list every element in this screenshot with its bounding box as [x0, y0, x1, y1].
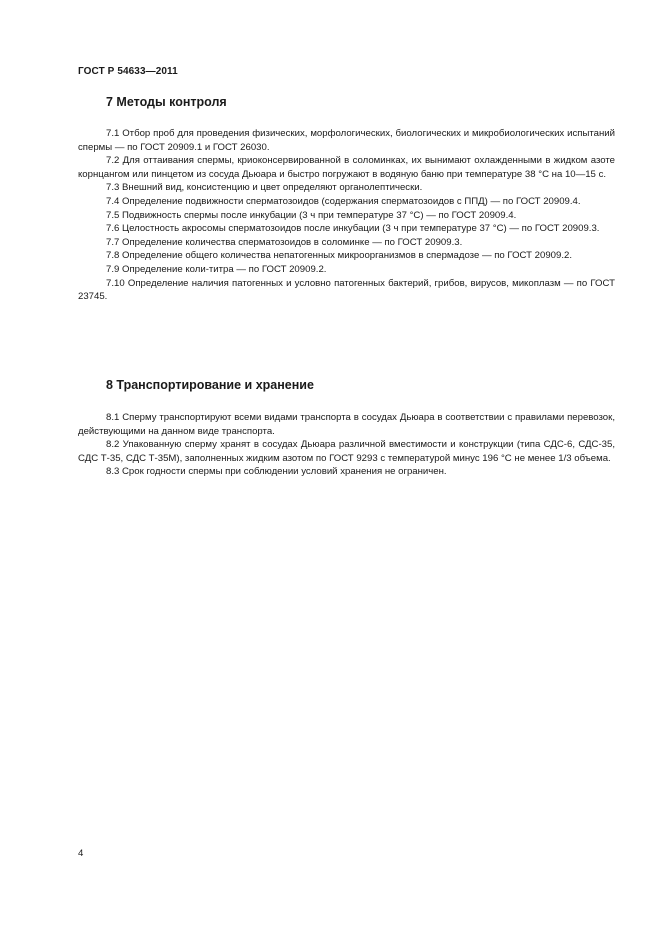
clause-7-3: 7.3 Внешний вид, консистенцию и цвет определяют органолептически. — [106, 182, 423, 194]
document-code-header: ГОСТ Р 54633—2011 — [78, 66, 178, 77]
section-transport-storage — [78, 375, 615, 479]
clause-7-2: 7.2 Для оттаивания спермы, криоконсервированной в соломинках, их вынимают охлажденными в жидком азоте корнцангом или пинцетом из сосуда Дьюара и быстро погружают в водяную баню при температуре 38 °С на 10—15 с. — [78, 155, 615, 180]
section-test-methods — [78, 92, 615, 304]
clause-7-9: 7.9 Определение коли-титра — по ГОСТ 20909.2. — [106, 263, 327, 275]
clause-8-3: 8.3 Срок годности спермы при соблюдении условий хранения не ограничен. — [106, 466, 447, 478]
clause-7-1: 7.1 Отбор проб для проведения физических, морфологических, биологических и микробиологических испытаний спермы — по ГОСТ 20909.1 и ГОСТ 26030. — [78, 128, 615, 153]
clause-7-5: 7.5 Подвижность спермы после инкубации (3 ч при температуре 37 °С) — по ГОСТ 20909.4. — [106, 209, 517, 221]
section-title: 7 Методы контроля — [106, 95, 227, 109]
clause-7-4: 7.4 Определение подвижности сперматозоидов (содержания сперматозоидов с ППД) — по ГОСТ 20909.4. — [106, 195, 581, 207]
section-title: 8 Транспортирование и хранение — [106, 378, 314, 392]
clause-8-1: 8.1 Сперму транспортируют всеми видами транспорта в сосудах Дьюара в соответствии с правилами перевозок, действующими на данном виде транспорта. — [78, 412, 615, 437]
clause-7-6: 7.6 Целостность акросомы сперматозоидов после инкубации (3 ч при температуре 37 °С) — по ГОСТ 20909.3. — [106, 223, 600, 235]
clause-8-2: 8.2 Упакованную сперму хранят в сосудах Дьюара различной вместимости и конструкции (типа СДС-6, СДС-35, СДС Т-35, СДС Т-35М), заполненных жидким азотом по ГОСТ 9293 с температурой минус 196 °С не менее 1/3 объема. — [78, 439, 615, 464]
clause-7-8: 7.8 Определение общего количества непатогенных микроорганизмов в спермадозе — по ГОСТ 20909.2. — [106, 250, 573, 262]
clause-7-7: 7.7 Определение количества сперматозоидов в соломинке — по ГОСТ 20909.3. — [106, 236, 463, 248]
clause-7-10: 7.10 Определение наличия патогенных и условно патогенных бактерий, грибов, вирусов, микоплазм — по ГОСТ 23745. — [78, 277, 615, 303]
page-number: 4 — [78, 848, 84, 859]
